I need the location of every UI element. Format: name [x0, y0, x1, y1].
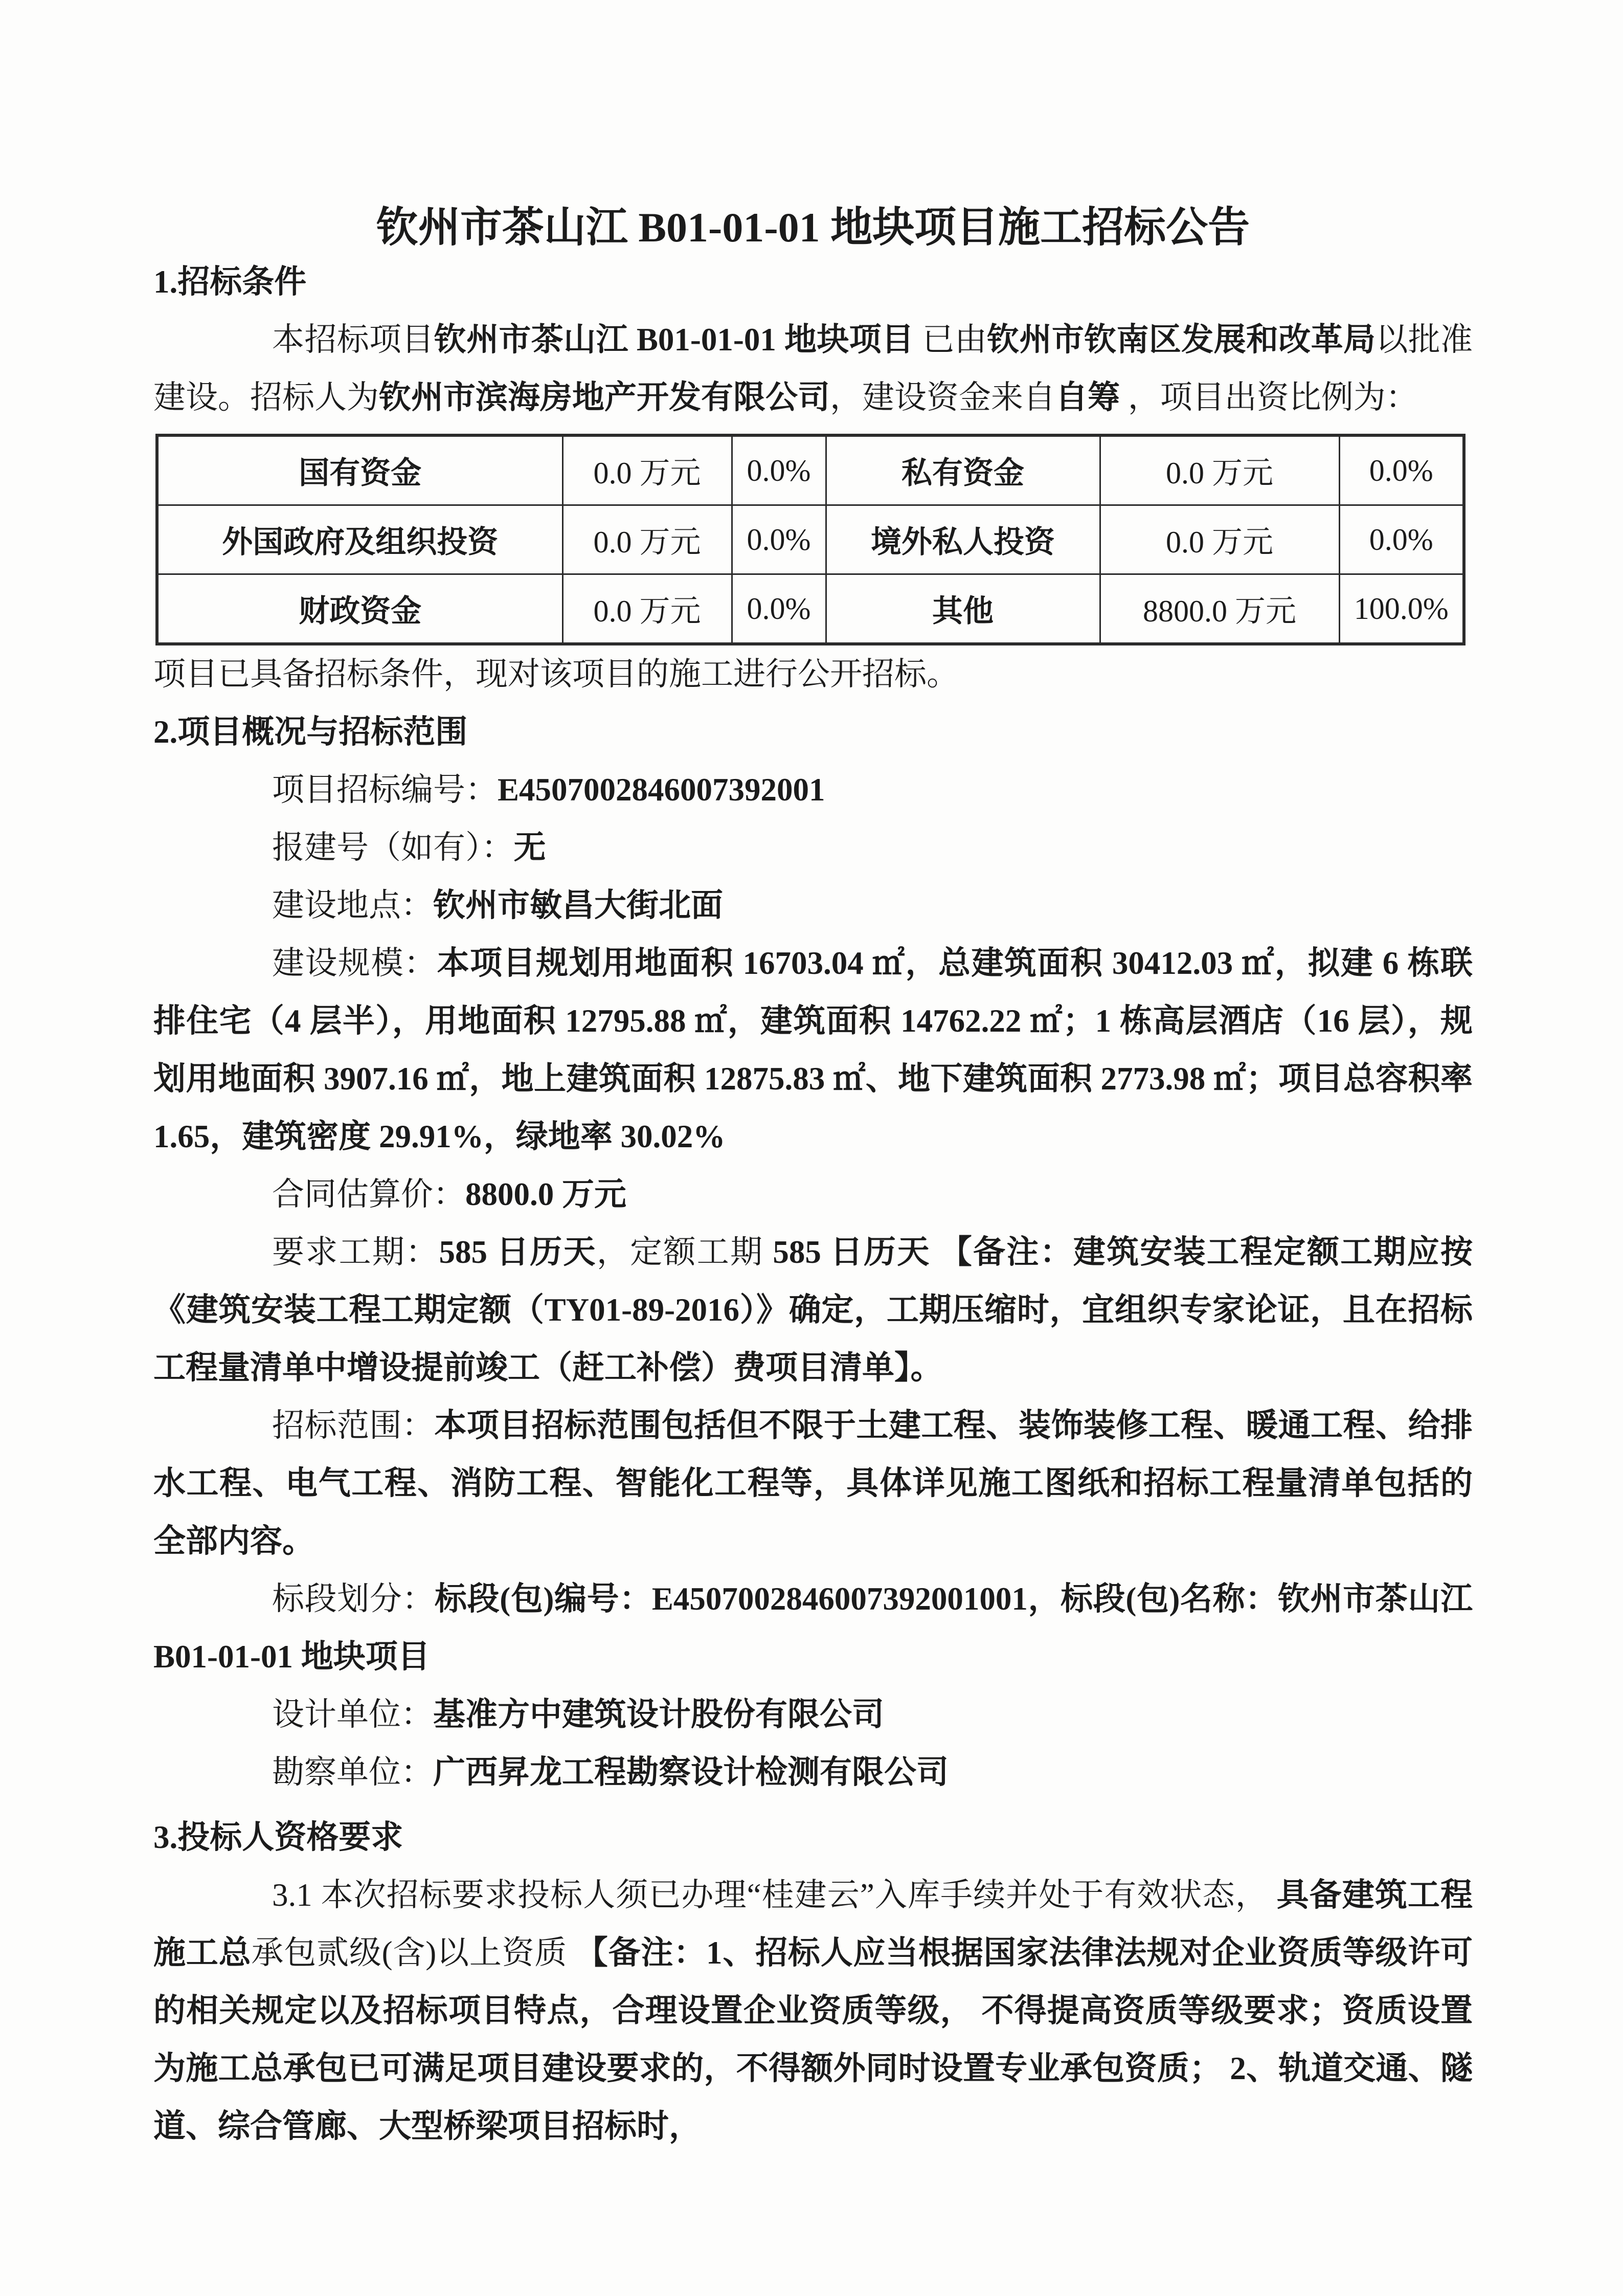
text-segment: 【备注：1、招标人应当根据国家法律法规对企业资质等级许可的相关规定以及招标项目特点，合理设置企业资质等级， 不得提高资质等级要求；资质设置为施工总承包已可满足项目建设要求的，不得额外同时设置专业承包资质； 2、轨道交通、隧道、综合管廊、大型桥梁项目招标时， — [153, 1935, 1473, 2144]
funding-source-label-cell: 财政资金 — [157, 574, 562, 644]
funding-value-cell: 0.0% — [1339, 435, 1464, 505]
text-segment: ，定额工期 — [596, 1234, 773, 1270]
text-segment: 本项目规划用地面积 16703.04 ㎡，总建筑面积 30412.03 ㎡，拟建 6 栋联排住宅（4 层半），用地面积 12795.88 ㎡，建筑面积 14762.22 ㎡；1 栋高层酒店（16 层），规划用地面积 3907.16 ㎡，地上建筑面积 12875.83 ㎡、地下建筑面积 2773.98 ㎡；项目总容积率 1.65，建筑密度 29.91%，绿地率 30.02% — [153, 945, 1473, 1154]
section-2-heading: 2.项目概况与招标范围 — [153, 714, 468, 750]
section-3-heading: 3.投标人资格要求 — [153, 1819, 403, 1855]
funding-table-body — [157, 435, 1464, 644]
text-segment: 项目招标编号： — [272, 772, 498, 808]
text-segment: ，建设资金来自 — [830, 380, 1055, 415]
funding-ratio-table — [155, 434, 1466, 645]
text-segment: 8800.0 万元 — [465, 1176, 626, 1212]
text-segment: 3.1 本次招标要求投标人须已办理“桂建云”入库手续并处于有效状态， — [272, 1877, 1277, 1913]
text-segment: 设计单位： — [272, 1697, 433, 1732]
funding-value-cell: 0.0% — [732, 574, 826, 644]
funding-value-cell: 0.0% — [1339, 505, 1464, 574]
text-segment: 报建号（如有）： — [272, 830, 514, 865]
text-segment: 本项目招标范围包括但不限于土建工程、装饰装修工程、暖通工程、给排水工程、电气工程、消防工程、智能化工程等，具体详见施工图纸和招标工程量清单包括的全部内容。 — [153, 1408, 1473, 1559]
project-info-item — [153, 1223, 1473, 1397]
text-segment: 勘察单位： — [272, 1754, 433, 1790]
section-3-1-paragraph — [153, 1866, 1473, 2155]
section-1-intro-paragraph — [153, 311, 1473, 427]
text-segment: 钦州市敏昌大街北面 — [433, 887, 723, 923]
text-segment: 585 日历天 — [773, 1234, 931, 1270]
text-segment: 自筹 — [1055, 380, 1120, 415]
text-segment: 本招标项目 — [272, 322, 434, 358]
text-segment: 合同估算价： — [272, 1176, 465, 1212]
text-segment: 具备建筑工程施工总 — [153, 1877, 1473, 1971]
text-segment: 标段(包)编号：E4507002846007392001001，标段(包)名称：钦州市茶山江 B01-01-01 地块项目 — [153, 1581, 1473, 1675]
text-segment: 【备注：建筑安装工程定额工期应按《建筑安装工程工期定额（TY01-89-2016）》确定，工期压缩时，宜组织专家论证，且在招标工程量清单中增设提前竣工（赶工补偿）费项目清单】。 — [153, 1234, 1473, 1386]
funding-value-cell: 100.0% — [1339, 574, 1464, 644]
text-segment: 基准方中建筑设计股份有限公司 — [433, 1697, 884, 1732]
funding-source-label-cell: 国有资金 — [157, 435, 562, 505]
section-2-items — [153, 761, 1473, 1801]
project-info-item — [153, 1744, 1473, 1801]
text-segment: E4507002846007392001 — [498, 772, 825, 808]
text-segment: 无 — [513, 830, 546, 865]
text-segment: 建设规模： — [272, 945, 437, 981]
project-info-item — [153, 934, 1473, 1166]
funding-value-cell: 0.0% — [732, 435, 826, 505]
project-info-item — [153, 1166, 1473, 1223]
funding-value-cell: 8800.0 万元 — [1100, 574, 1339, 644]
funding-source-label-cell: 外国政府及组织投资 — [157, 505, 562, 574]
funding-value-cell: 0.0% — [732, 505, 826, 574]
project-info-item — [153, 819, 1473, 877]
funding-value-cell: 0.0 万元 — [562, 574, 732, 644]
funding-value-cell: 0.0 万元 — [562, 435, 732, 505]
funding-value-cell: 0.0 万元 — [1100, 435, 1339, 505]
text-segment: 钦州市滨海房地产开发有限公司 — [379, 380, 830, 415]
text-segment: 585 日历天 — [439, 1234, 597, 1270]
funding-source-label-cell: 境外私人投资 — [826, 505, 1100, 574]
funding-value-cell: 0.0 万元 — [562, 505, 732, 574]
after-table-paragraph: 项目已具备招标条件，现对该项目的施工进行公开招标。 — [153, 656, 959, 692]
text-segment: 已由 — [914, 322, 987, 358]
text-segment: 招标范围： — [272, 1408, 435, 1443]
text-segment: 广西昇龙工程勘察设计检测有限公司 — [433, 1754, 949, 1790]
text-segment: 以批准建设。招标人为 — [153, 322, 1473, 415]
funding-table-row — [157, 505, 1464, 574]
document-title: 钦州市茶山江 B01-01-01 地块项目施工招标公告 — [376, 204, 1250, 251]
section-1-heading: 1.招标条件 — [153, 264, 307, 300]
funding-source-label-cell: 私有资金 — [826, 435, 1100, 505]
text-segment: ，项目出资比例为： — [1120, 380, 1418, 415]
project-info-item — [153, 1570, 1473, 1686]
document-content — [153, 202, 1473, 2155]
text-segment: 要求工期： — [272, 1234, 439, 1270]
funding-table-row — [157, 435, 1464, 505]
text-segment — [931, 1234, 940, 1270]
text-segment: 标段划分： — [272, 1581, 435, 1617]
funding-table-row — [157, 574, 1464, 644]
text-segment: 承包贰级(含)以上资质 — [251, 1935, 576, 1971]
project-info-item — [153, 761, 1473, 819]
text-segment: 钦州市茶山江 B01-01-01 地块项目 — [434, 322, 914, 358]
project-info-item — [153, 1686, 1473, 1744]
project-info-item — [153, 877, 1473, 934]
text-segment: 钦州市钦南区发展和改革局 — [987, 322, 1376, 358]
project-info-item — [153, 1397, 1473, 1570]
funding-value-cell: 0.0 万元 — [1100, 505, 1339, 574]
funding-source-label-cell: 其他 — [826, 574, 1100, 644]
text-segment: 建设地点： — [272, 887, 433, 923]
